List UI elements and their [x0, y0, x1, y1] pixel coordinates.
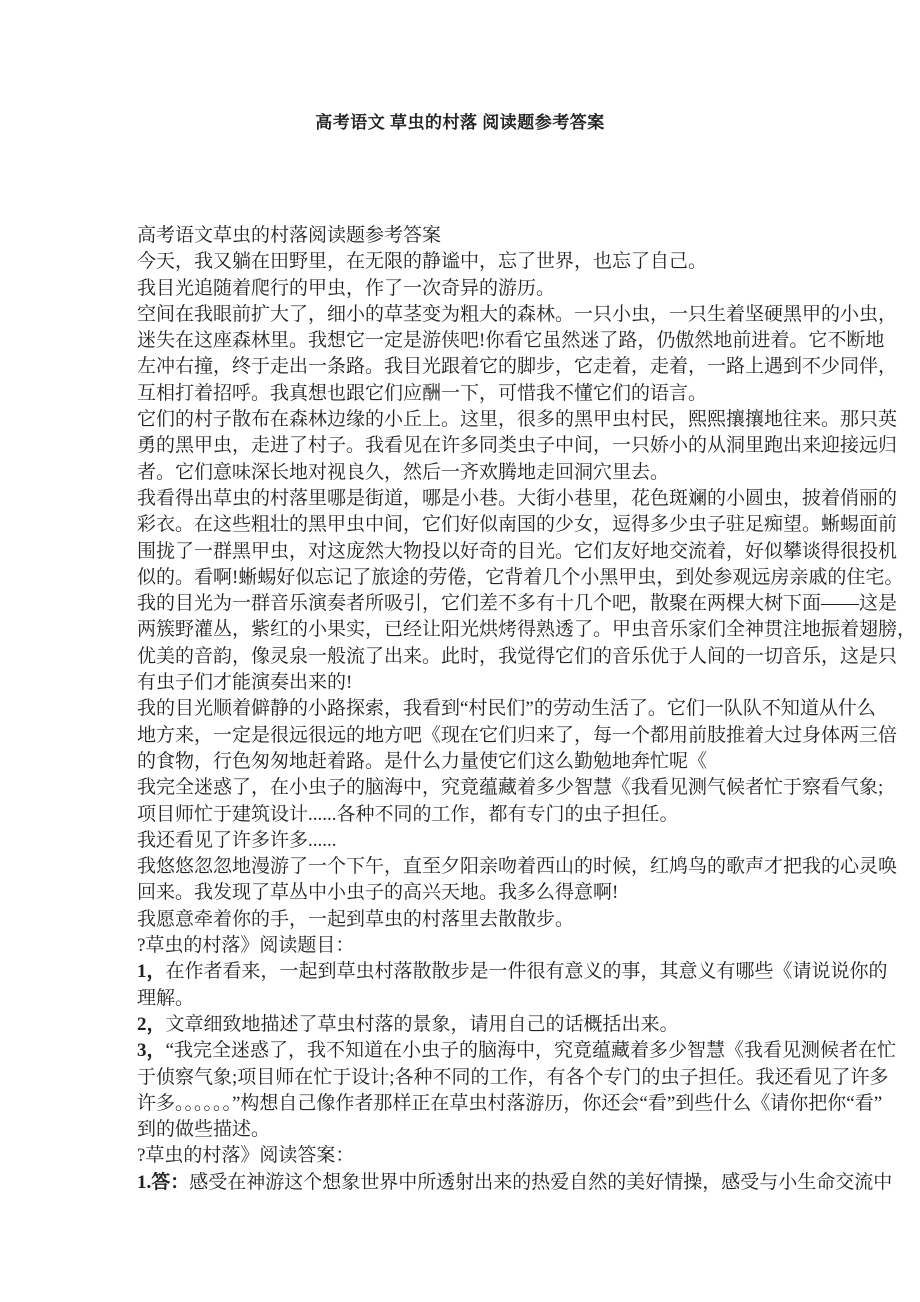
text-line	[137, 276, 919, 302]
text-line	[137, 986, 919, 1012]
line-text: 回来。我发现了草丛中小虫子的高兴天地。我多么得意啊!	[137, 882, 619, 904]
line-text: 许多。。。。。。”构想自己像作者那样正在草虫村落游历，你还会“看”到些什么《请你把你“看”	[137, 1092, 883, 1114]
line-text: 勇的黑甲虫，走进了村子。我看见在许多同类虫子中间，一只娇小的从洞里跑出来迎接远归	[137, 435, 898, 457]
line-text: 理解。	[137, 987, 195, 1009]
text-line	[137, 959, 919, 985]
line-text: 我愿意牵着你的手，一起到草虫的村落里去散散步。	[137, 908, 575, 930]
line-text: 今天，我又躺在田野里，在无限的静谧中，忘了世界，也忘了自己。	[137, 251, 708, 273]
text-line	[137, 749, 919, 775]
text-line	[137, 644, 919, 670]
line-text: 优美的音韵，像灵泉一般流了出来。此时，我觉得它们的音乐优于人间的一切音乐，这是只	[137, 645, 898, 667]
line-bold-prefix: 2，	[137, 1013, 166, 1035]
text-line	[137, 775, 919, 801]
text-line	[137, 617, 919, 643]
line-text: 于侦察气象;项目师在忙于设计;各种不同的工作，有各个专门的虫子担任。我还看见了许多	[137, 1066, 889, 1088]
text-line	[137, 512, 919, 538]
line-text: 彩衣。在这些粗壮的黑甲虫中间，它们好似南国的少女，逗得多少虫子驻足痴望。蜥蜴面前	[137, 514, 898, 536]
line-text: 互相打着招呼。我真想也跟它们应酬一下，可惜我不懂它们的语言。	[137, 382, 708, 404]
text-line	[137, 1012, 919, 1038]
text-line	[137, 933, 919, 959]
line-text: 地方来，一定是很远很远的地方吧《现在它们归来了，每一个都用前肢推着大过身体两三倍	[137, 724, 898, 746]
text-line	[137, 302, 919, 328]
text-line	[137, 328, 919, 354]
text-line	[137, 539, 919, 565]
text-line	[137, 591, 919, 617]
text-line	[137, 1143, 919, 1169]
text-line	[137, 433, 919, 459]
text-line	[137, 381, 919, 407]
line-text: ?草虫的村落》阅读题目：	[137, 935, 355, 957]
line-bold-prefix: 1.答：	[137, 1171, 190, 1193]
line-text: 两簇野灌丛，紫红的小果实，已经让阳光烘烤得熟透了。甲虫音乐家们全神贯注地振着翅膀，	[137, 619, 917, 641]
line-text: 它们的村子散布在森林边缘的小丘上。这里，很多的黑甲虫村民，熙熙攘攘地往来。那只英	[137, 409, 898, 431]
line-text: 在作者看来，一起到草虫村落散散步是一件很有意义的事，其意义有哪些《请说说你的	[165, 961, 888, 983]
line-text: 的食物，行色匆匆地赶着路。是什么力量使它们这么勤勉地奔忙呢《	[137, 750, 708, 772]
line-bold-prefix: 3，	[137, 1040, 166, 1062]
line-text: 空间在我眼前扩大了，细小的草茎变为粗大的森林。一只小虫，一只生着坚硬黑甲的小虫，	[137, 303, 898, 325]
text-line	[137, 1065, 919, 1091]
text-line	[137, 249, 919, 275]
document-body	[137, 223, 919, 1196]
line-text: 我的目光为一群音乐演奏者所吸引，它们差不多有十几个吧，散聚在两棵大树下面——这是	[137, 593, 898, 615]
line-text: ?草虫的村落》阅读答案：	[137, 1145, 355, 1167]
line-bold-prefix: 1，	[137, 961, 166, 983]
text-line	[137, 670, 919, 696]
line-text: 项目师忙于建筑设计......各种不同的工作，都有专门的虫子担任。	[137, 803, 679, 825]
text-line	[137, 1091, 919, 1117]
text-line	[137, 1117, 919, 1143]
line-text: 似的。看啊!蜥蜴好似忘记了旅途的劳倦，它背着几个小黑甲虫，到处参观远房亲戚的住宅。	[137, 566, 904, 588]
line-text: 者。它们意味深长地对视良久，然后一齐欢腾地走回洞穴里去。	[137, 461, 670, 483]
text-line	[137, 828, 919, 854]
line-text: 感受在神游这个想象世界中所透射出来的热爱自然的美好情操，感受与小生命交流中	[189, 1171, 893, 1193]
line-text: 文章细致地描述了草虫村落的景象，请用自己的话概括出来。	[165, 1013, 679, 1035]
text-line	[137, 880, 919, 906]
line-text: 我的目光顺着僻静的小路探索，我看到“村民们”的劳动生活了。它们一队队不知道从什么	[137, 698, 876, 720]
document-title: 高考语文 草虫的村落 阅读题参考答案	[315, 113, 605, 132]
line-text: 到的做些描述。	[137, 1119, 271, 1141]
line-text: 我还看见了许多许多......	[137, 829, 337, 851]
text-line	[137, 223, 919, 249]
line-text: 高考语文草虫的村落阅读题参考答案	[137, 225, 442, 246]
text-line	[137, 460, 919, 486]
line-text: 左冲右撞，终于走出一条路。我目光跟着它的脚步，它走着，走着，一路上遇到不少同伴，	[137, 356, 898, 378]
line-text: 迷失在这座森林里。我想它一定是游侠吧!你看它虽然迷了路，仍傲然地前进着。它不断地	[137, 330, 885, 352]
text-line	[137, 907, 919, 933]
text-line	[137, 486, 919, 512]
line-text: 我目光追随着爬行的甲虫，作了一次奇异的游历。	[137, 277, 556, 299]
text-line	[137, 565, 919, 591]
text-line	[137, 1038, 919, 1064]
text-line	[137, 723, 919, 749]
line-text: “我完全迷惑了，我不知道在小虫子的脑海中，究竟蕴藏着多少智慧《我看见测候者在忙	[165, 1040, 896, 1062]
text-line	[137, 696, 919, 722]
line-text: 我完全迷惑了，在小虫子的脑海中，究竟蕴藏着多少智慧《我看见测气候者忙于察看气象;	[137, 777, 884, 799]
text-line	[137, 854, 919, 880]
line-text: 有虫子们才能演奏出来的!	[137, 672, 353, 694]
line-text: 我看得出草虫的村落里哪是街道，哪是小巷。大街小巷里，花色斑斓的小圆虫，披着俏丽的	[137, 487, 898, 509]
line-text: 围拢了一群黑甲虫，对这庞然大物投以好奇的目光。它们友好地交流着，好似攀谈得很投机	[137, 540, 898, 562]
text-line	[137, 1170, 919, 1196]
line-text: 我悠悠忽忽地漫游了一个下午，直至夕阳亲吻着西山的时候，红鸠鸟的歌声才把我的心灵唤	[137, 856, 898, 878]
text-line	[137, 407, 919, 433]
text-line	[137, 354, 919, 380]
text-line	[137, 802, 919, 828]
